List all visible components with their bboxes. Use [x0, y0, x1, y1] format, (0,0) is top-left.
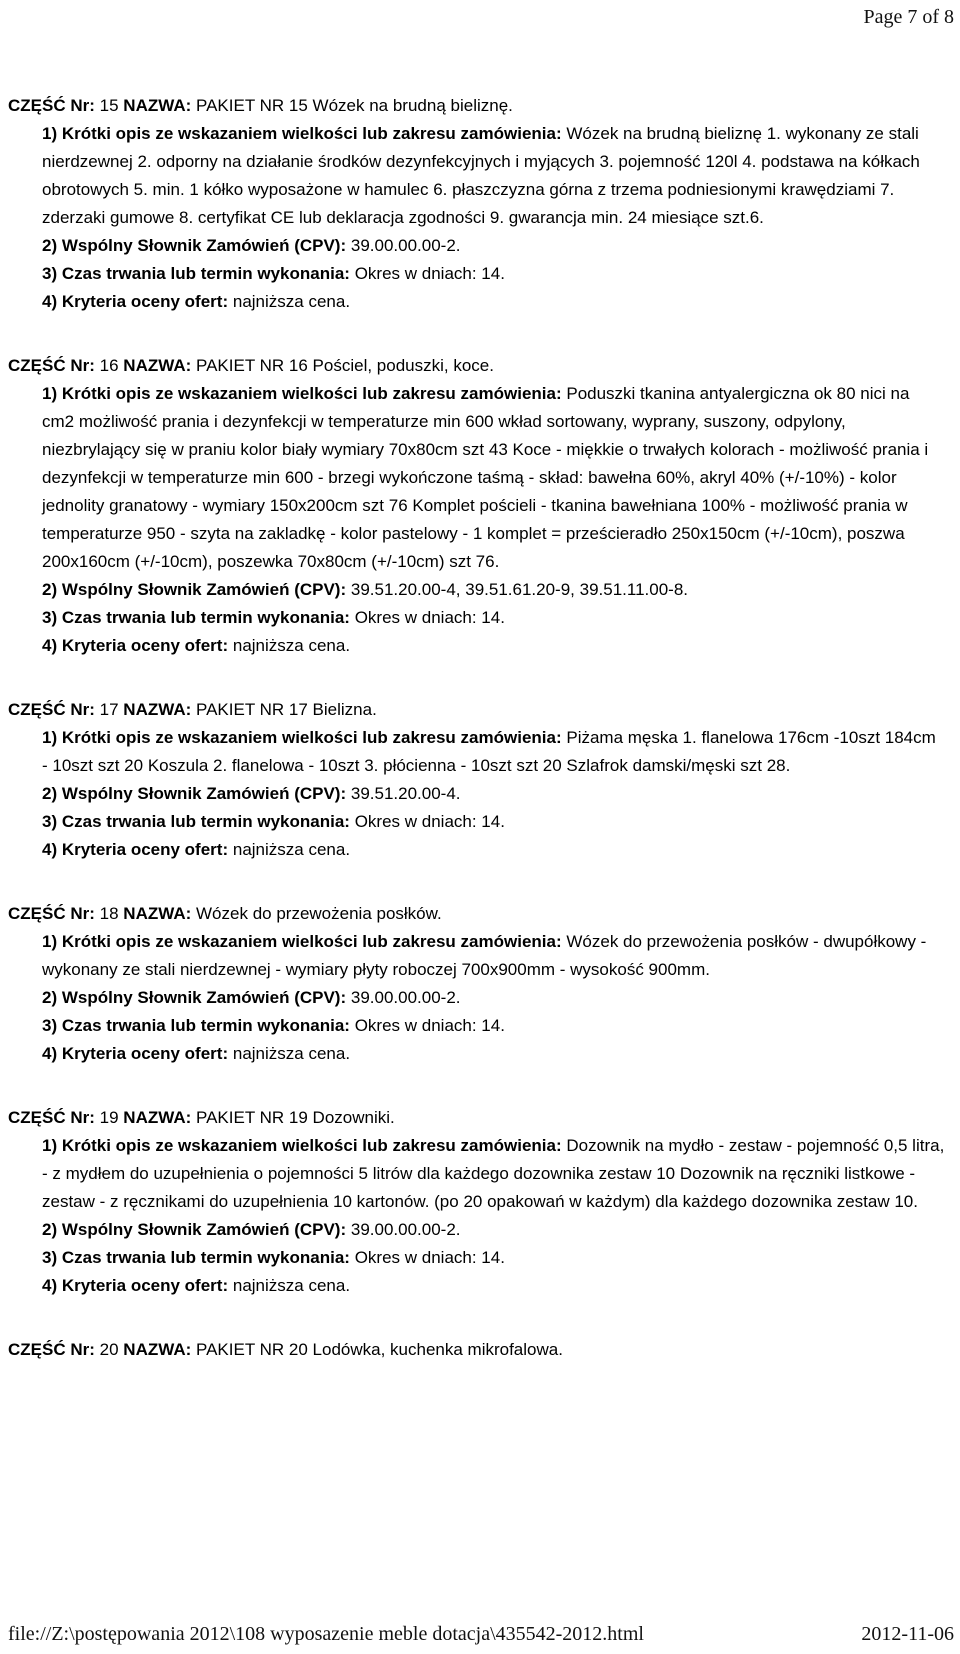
- criteria-label: 4) Kryteria oceny ofert:: [42, 1276, 229, 1295]
- description-label: 1) Krótki opis ze wskazaniem wielkości lub zakresu zamówienia:: [42, 1136, 562, 1155]
- page-number: Page 7 of 8: [863, 6, 954, 28]
- part-name: PAKIET NR 19 Dozowniki.: [196, 1108, 395, 1127]
- cpv-label: 2) Wspólny Słownik Zamówień (CPV):: [42, 784, 347, 803]
- part-name-label: NAZWA:: [123, 1340, 192, 1359]
- criteria: [42, 1040, 946, 1068]
- part-nr-label: CZĘŚĆ Nr:: [8, 1340, 95, 1359]
- cpv: [42, 984, 946, 1012]
- part-nr: 15: [99, 96, 119, 115]
- criteria-value: najniższa cena.: [232, 840, 351, 859]
- part-nr-label: CZĘŚĆ Nr:: [8, 700, 95, 719]
- page-footer: [8, 1623, 954, 1646]
- duration-value: Okres w dniach: 14.: [354, 1016, 505, 1035]
- cpv-label: 2) Wspólny Słownik Zamówień (CPV):: [42, 580, 347, 599]
- description: [42, 1132, 946, 1216]
- part-name-label: NAZWA:: [123, 356, 192, 375]
- cpv-label: 2) Wspólny Słownik Zamówień (CPV):: [42, 988, 347, 1007]
- part-name: Wózek do przewożenia posłków.: [196, 904, 442, 923]
- description-label: 1) Krótki opis ze wskazaniem wielkości lub zakresu zamówienia:: [42, 384, 562, 403]
- criteria: [42, 632, 946, 660]
- description: [42, 724, 946, 780]
- cpv-value: 39.51.20.00-4.: [350, 784, 461, 803]
- criteria-value: najniższa cena.: [232, 636, 351, 655]
- part-15: [0, 92, 960, 316]
- part-nr-label: CZĘŚĆ Nr:: [8, 904, 95, 923]
- document-content: [0, 92, 960, 1400]
- part-body: [42, 928, 946, 1068]
- duration-label: 3) Czas trwania lub termin wykonania:: [42, 812, 350, 831]
- part-heading: [8, 696, 960, 724]
- part-body: [42, 380, 946, 660]
- duration: [42, 1244, 946, 1272]
- footer-file-path: file://Z:\postępowania 2012\108 wyposazenie meble dotacja\435542-2012.html: [8, 1623, 644, 1645]
- cpv-value: 39.00.00.00-2.: [350, 988, 461, 1007]
- duration: [42, 260, 946, 288]
- duration-label: 3) Czas trwania lub termin wykonania:: [42, 608, 350, 627]
- description: [42, 380, 946, 576]
- criteria: [42, 836, 946, 864]
- duration-value: Okres w dniach: 14.: [354, 812, 505, 831]
- cpv: [42, 1216, 946, 1244]
- description-label: 1) Krótki opis ze wskazaniem wielkości lub zakresu zamówienia:: [42, 124, 562, 143]
- part-nr: 16: [99, 356, 119, 375]
- description: [42, 120, 946, 232]
- part-nr: 20: [99, 1340, 119, 1359]
- part-heading: [8, 1336, 960, 1364]
- part-name-label: NAZWA:: [123, 96, 192, 115]
- criteria: [42, 1272, 946, 1300]
- cpv-value: 39.51.20.00-4, 39.51.61.20-9, 39.51.11.00-8.: [350, 580, 688, 599]
- part-body: [42, 1132, 946, 1300]
- duration-value: Okres w dniach: 14.: [354, 264, 505, 283]
- part-heading: [8, 900, 960, 928]
- description-text: Wózek do przewożenia posłków - dwupółkowy - wykonany ze stali nierdzewnej - wymiary płyty roboczej 700x900mm - wysokość 900mm.: [42, 932, 927, 979]
- part-19: [0, 1104, 960, 1300]
- description-text: Dozownik na mydło - zestaw - pojemność 0,5 litra, - z mydłem do uzupełnienia o pojemności 5 litrów dla każdego dozownika zestaw 10 Dozownik na ręczniki listkowe - zestaw - z ręcznikami do uzupełnienia 10 kartonów. (po 20 opakowań w każdym) dla każdego dozownika zestaw 10.: [42, 1136, 945, 1211]
- duration-label: 3) Czas trwania lub termin wykonania:: [42, 1016, 350, 1035]
- duration-value: Okres w dniach: 14.: [354, 1248, 505, 1267]
- part-nr-label: CZĘŚĆ Nr:: [8, 1108, 95, 1127]
- part-heading: [8, 92, 960, 120]
- description: [42, 928, 946, 984]
- cpv: [42, 576, 946, 604]
- criteria-value: najniższa cena.: [232, 292, 351, 311]
- criteria-value: najniższa cena.: [232, 1044, 351, 1063]
- part-17: [0, 696, 960, 864]
- part-name-label: NAZWA:: [123, 1108, 192, 1127]
- criteria-label: 4) Kryteria oceny ofert:: [42, 292, 229, 311]
- part-nr: 19: [99, 1108, 119, 1127]
- part-body: [42, 120, 946, 316]
- description-label: 1) Krótki opis ze wskazaniem wielkości lub zakresu zamówienia:: [42, 932, 562, 951]
- criteria-value: najniższa cena.: [232, 1276, 351, 1295]
- duration-value: Okres w dniach: 14.: [354, 608, 505, 627]
- part-heading: [8, 1104, 960, 1132]
- footer-date: 2012-11-06: [861, 1623, 954, 1645]
- part-name: PAKIET NR 16 Pościel, poduszki, koce.: [196, 356, 494, 375]
- part-name: PAKIET NR 17 Bielizna.: [196, 700, 377, 719]
- cpv: [42, 780, 946, 808]
- part-name-label: NAZWA:: [123, 700, 192, 719]
- part-body: [42, 724, 946, 864]
- criteria-label: 4) Kryteria oceny ofert:: [42, 1044, 229, 1063]
- criteria-label: 4) Kryteria oceny ofert:: [42, 636, 229, 655]
- duration: [42, 1012, 946, 1040]
- cpv: [42, 232, 946, 260]
- criteria-label: 4) Kryteria oceny ofert:: [42, 840, 229, 859]
- cpv-value: 39.00.00.00-2.: [350, 1220, 461, 1239]
- description-label: 1) Krótki opis ze wskazaniem wielkości lub zakresu zamówienia:: [42, 728, 562, 747]
- cpv-label: 2) Wspólny Słownik Zamówień (CPV):: [42, 236, 347, 255]
- part-nr-label: CZĘŚĆ Nr:: [8, 96, 95, 115]
- part-18: [0, 900, 960, 1068]
- duration: [42, 808, 946, 836]
- part-heading: [8, 352, 960, 380]
- part-name: PAKIET NR 15 Wózek na brudną bieliznę.: [196, 96, 513, 115]
- criteria: [42, 288, 946, 316]
- duration: [42, 604, 946, 632]
- description-text: Wózek na brudną bieliznę 1. wykonany ze stali nierdzewnej 2. odporny na działanie środków dezynfekcyjnych i myjących 3. pojemność 120l 4. podstawa na kółkach obrotowych 5. min. 1 kółko wyposażone w hamulec 6. płaszczyzna górna z trzema podniesionymi krawędziami 7. zderzaki gumowe 8. certyfikat CE lub deklaracja zgodności 9. gwarancja min. 24 miesiące szt.6.: [42, 124, 920, 227]
- part-name: PAKIET NR 20 Lodówka, kuchenka mikrofalowa.: [196, 1340, 563, 1359]
- part-20: [0, 1336, 960, 1364]
- description-text: Poduszki tkanina antyalergiczna ok 80 nici na cm2 możliwość prania i dezynfekcji w temperaturze min 600 wkład sortowany, wyprany, suszony, odpylony, niezbrylający się w praniu kolor biały wymiary 70x80cm szt 43 Koce - miękkie o trwałych kolorach - możliwość prania i dezynfekcji w temperaturze min 600 - brzegi wykończone taśmą - skład: bawełna 60%, akryl 40% (+/-10%) - kolor jednolity granatowy - wymiary 150x200cm szt 76 Komplet pościeli - tkanina bawełniana 100% - możliwość prania w temperaturze 950 - szyta na zakladkę - kolor pastelowy - 1 komplet = prześcieradło 250x150cm (+/-10cm), poszwa 200x160cm (+/-10cm), poszewka 70x80cm (+/-10cm) szt 76.: [42, 384, 929, 571]
- part-name-label: NAZWA:: [123, 904, 192, 923]
- duration-label: 3) Czas trwania lub termin wykonania:: [42, 1248, 350, 1267]
- description-text: Piżama męska 1. flanelowa 176cm -10szt 184cm - 10szt szt 20 Koszula 2. flanelowa - 10szt 3. płócienna - 10szt szt 20 Szlafrok damski/męski szt 28.: [42, 728, 936, 775]
- part-nr: 17: [99, 700, 119, 719]
- cpv-value: 39.00.00.00-2.: [350, 236, 461, 255]
- duration-label: 3) Czas trwania lub termin wykonania:: [42, 264, 350, 283]
- part-nr: 18: [99, 904, 119, 923]
- cpv-label: 2) Wspólny Słownik Zamówień (CPV):: [42, 1220, 347, 1239]
- part-nr-label: CZĘŚĆ Nr:: [8, 356, 95, 375]
- part-16: [0, 352, 960, 660]
